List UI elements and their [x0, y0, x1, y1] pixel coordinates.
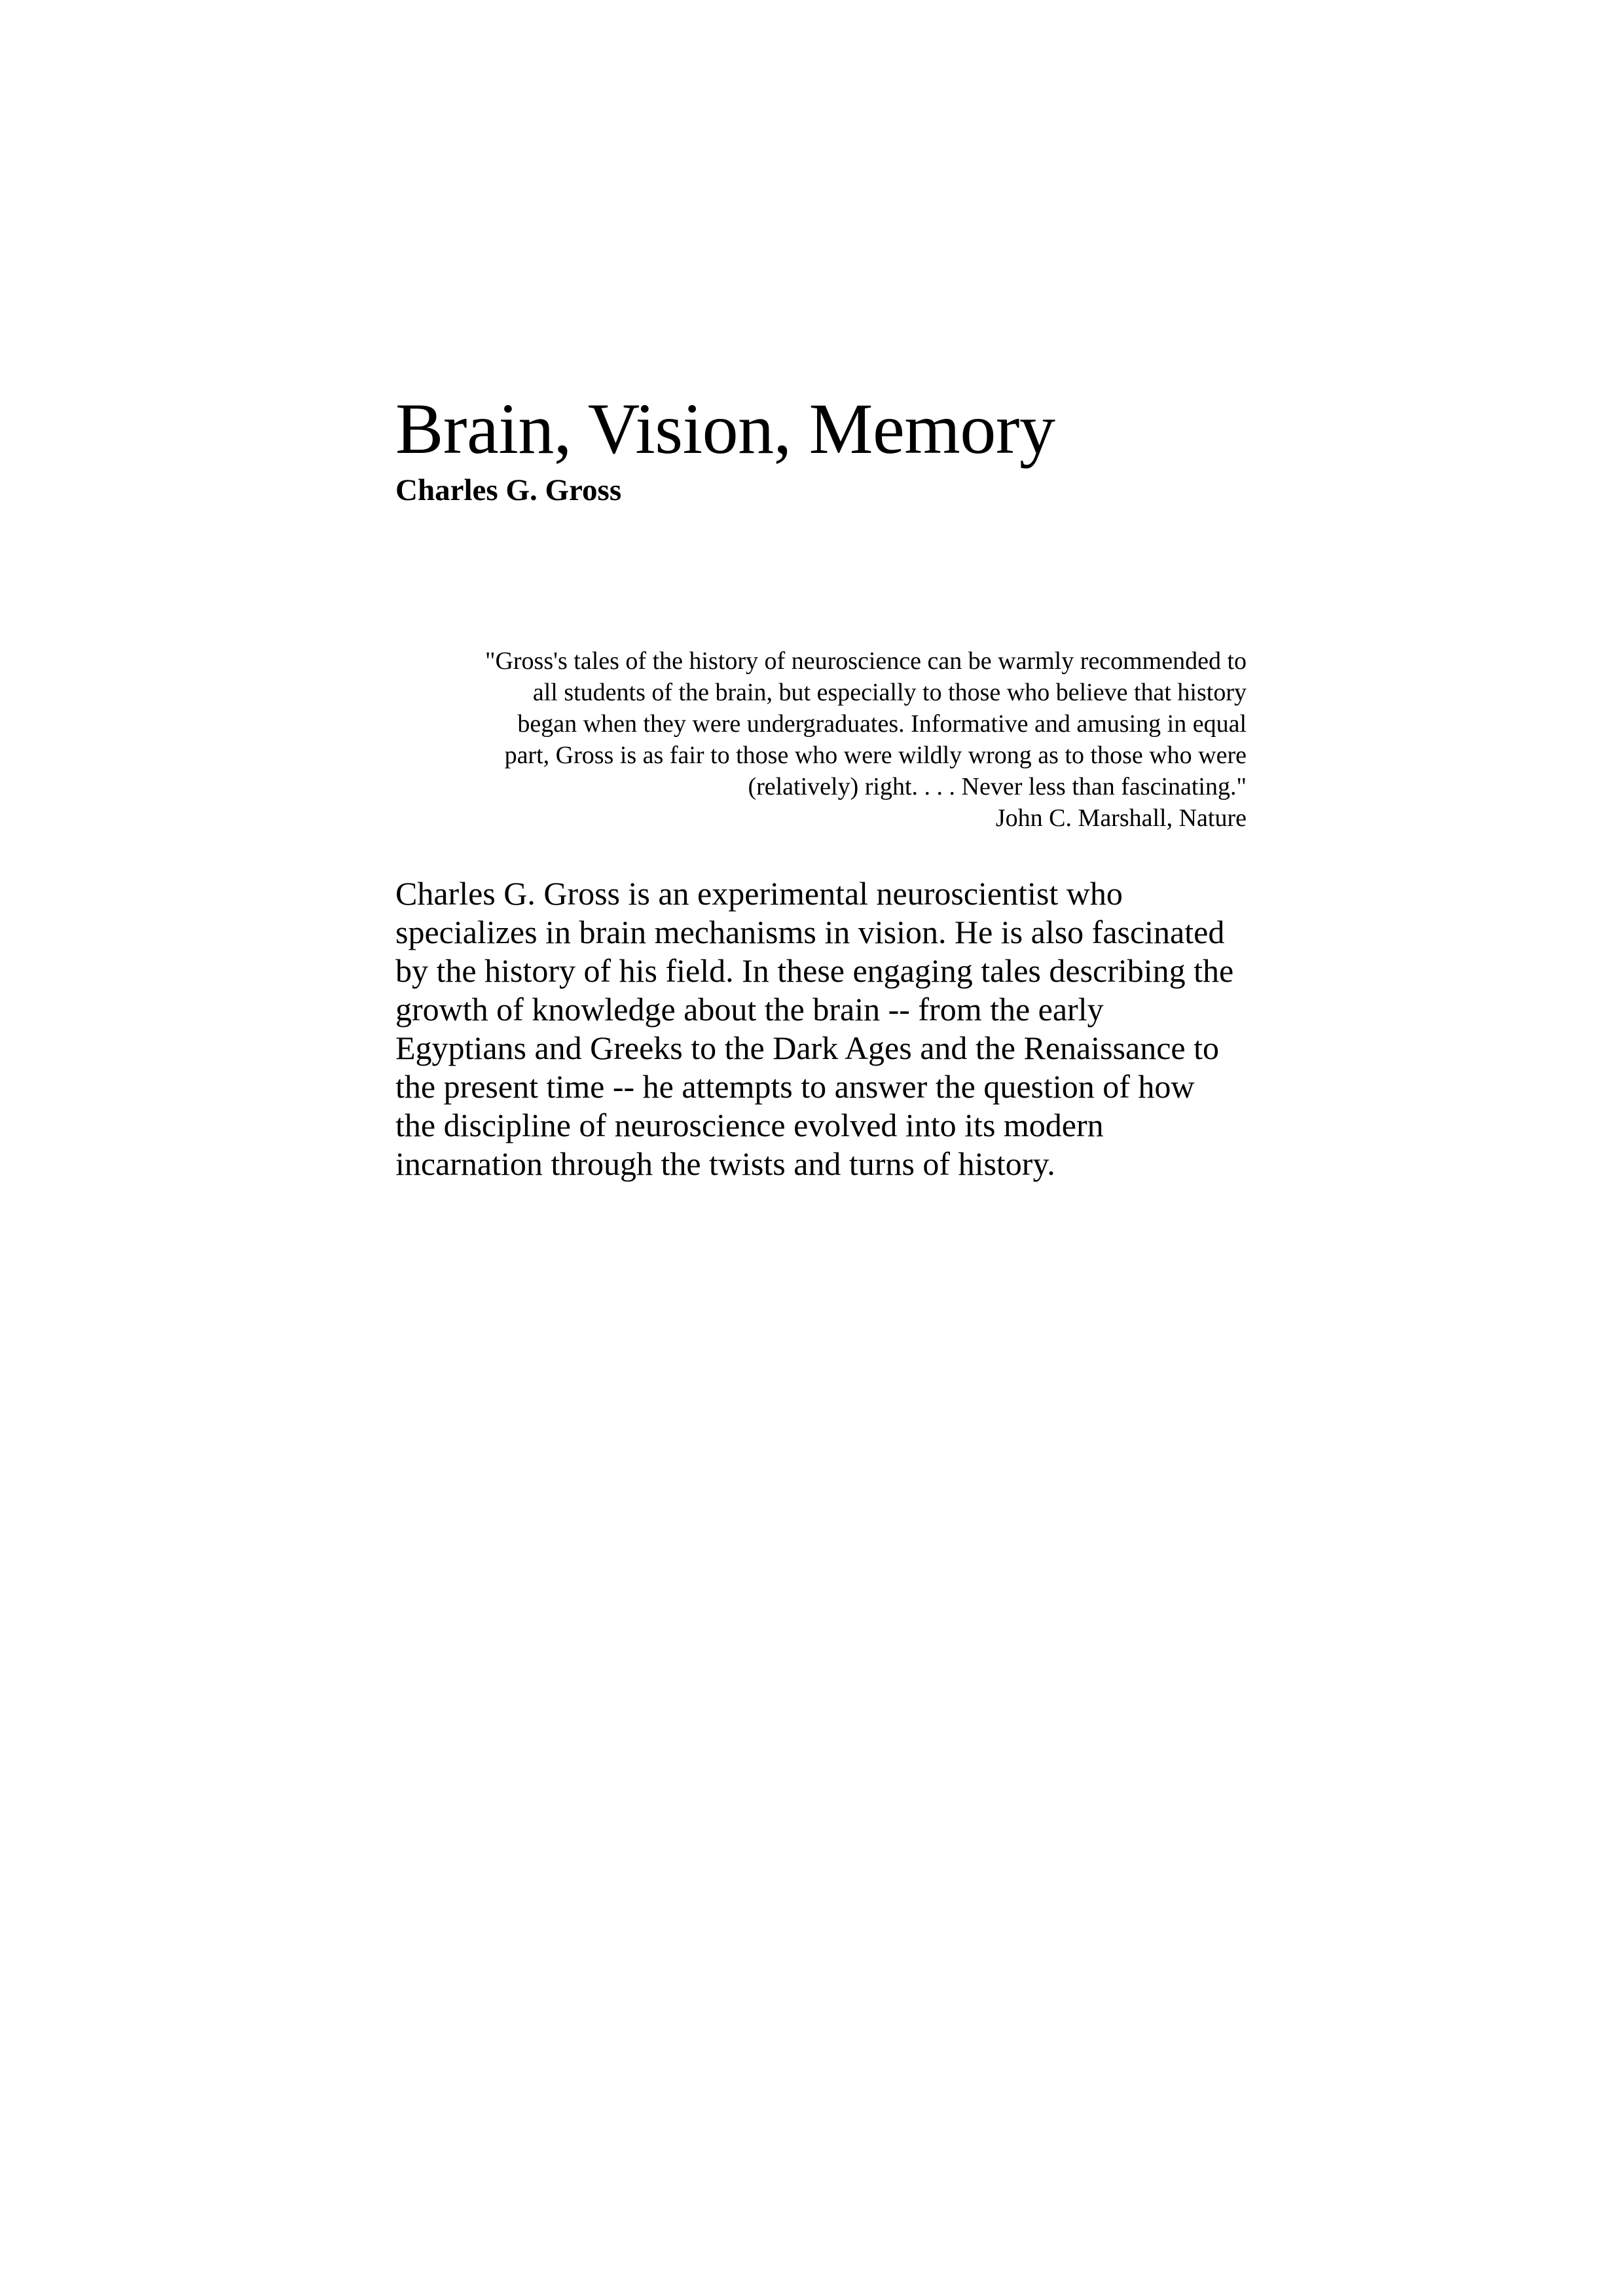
description-line: the present time -- he attempts to answer the question of how — [395, 1067, 1195, 1105]
book-description — [395, 874, 1247, 1183]
description-line: Charles G. Gross is an experimental neuroscientist who — [395, 874, 1123, 912]
description-line: incarnation through the twists and turns of history. — [395, 1145, 1055, 1182]
review-quote-line: "Gross's tales of the history of neuroscience can be warmly recommended to — [484, 647, 1247, 675]
review-quote-line: part, Gross is as fair to those who were wildly wrong as to those who were — [504, 741, 1247, 769]
review-quote-line: began when they were undergraduates. Informative and amusing in equal — [517, 709, 1247, 738]
content-column — [395, 389, 1247, 1183]
book-author: Charles G. Gross — [395, 473, 622, 507]
book-title: Brain, Vision, Memory — [395, 389, 1055, 469]
description-line: Egyptians and Greeks to the Dark Ages and the Renaissance to — [395, 1029, 1219, 1066]
description-line: specializes in brain mechanisms in vision. He is also fascinated — [395, 913, 1225, 950]
description-line: the discipline of neuroscience evolved into its modern — [395, 1106, 1104, 1143]
review-quote-line: all students of the brain, but especially to those who believe that history — [532, 678, 1247, 706]
review-blurb — [395, 645, 1247, 834]
description-line: growth of knowledge about the brain -- from the early — [395, 990, 1104, 1028]
review-attribution: John C. Marshall, Nature — [995, 804, 1247, 832]
review-quote-line: (relatively) right. . . . Never less than fascinating." — [748, 772, 1247, 800]
description-line: by the history of his field. In these engaging tales describing the — [395, 952, 1234, 989]
